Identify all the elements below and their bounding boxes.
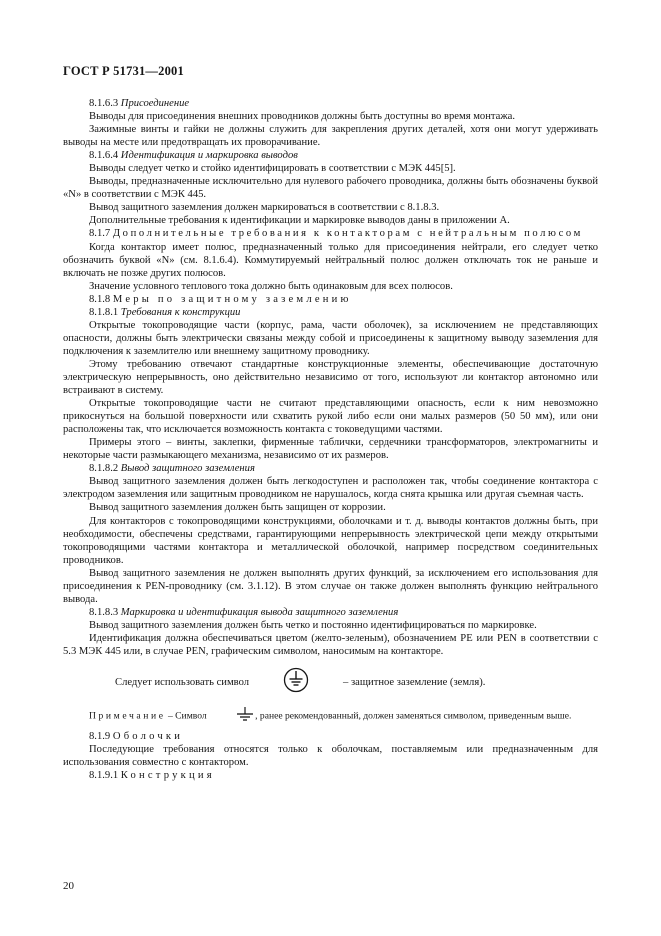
paragraph: Значение условного теплового тока должно быть одинаковым для всех полюсов. — [89, 280, 453, 292]
paragraph: Вывод защитного заземления должен быть четко и постоянно идентифицироваться по маркировке. — [89, 619, 537, 631]
section-8-1-8-1-heading: 8.1.8.1 Требования к конструкции — [89, 306, 241, 318]
paragraph: Этому требованию отвечают стандартные конструкционные элементы, обеспечивающие достаточную электрическую непрерывность, оно действительно независимо от того, используют ли контактор автономно или встраивают в систему. — [63, 358, 598, 397]
paragraph: Вывод защитного заземления должен маркироваться в соответствии с 8.1.8.3. — [89, 202, 440, 214]
paragraph: Примеры этого – винты, заклепки, фирменные таблички, сердечники трансформаторов, электромагниты и некоторые части размыкающего механизма, независимо от их размеров. — [63, 437, 598, 462]
document-header: ГОСТ Р 51731—2001 — [63, 64, 184, 78]
paragraph: Зажимные винты и гайки не должны служить для закрепления других деталей, хотя они могут удерживать выводы на месте или предотвращать их проворачивание. — [63, 124, 598, 149]
paragraph: Вывод защитного заземления не должен выполнять других функций, за исключением его использования для присоединения к PEN-проводнику (см. 3.1.12). В этом случае он также должен выполнять функцию нейтрального вывода. — [63, 567, 598, 605]
earth-icon — [209, 707, 255, 726]
paragraph: Последующие требования относятся только к оболочкам, поставляемым или предназначенным для использования совместно с контактором. — [63, 743, 598, 768]
section-8-1-8-2-heading: 8.1.8.2 Вывод защитного заземления — [89, 463, 255, 475]
paragraph: Дополнительные требования к идентификации и маркировке выводов даны в приложении А. — [89, 215, 510, 227]
section-8-1-9-heading: 8.1.9 Оболочки — [89, 730, 184, 742]
paragraph: Открытые токопроводящие части (корпус, рама, части оболочек), за исключением не представляющих опасности, должны быть электрически связаны между собой и присоединены к защитному выводу заземления для подключения к заземлителю или внешнему защитному проводнику. — [63, 319, 598, 357]
paragraph: Для контакторов с токопроводящими конструкциями, оболочками и т. д. выводы контактов должны быть, при необходимости, обеспечены средствами, гарантирующими непрерывность электрической цепи между открытыми токопроводящими частями контактора и металлической оболочкой, например посредством соединительных проводников. — [63, 515, 598, 566]
protective-earth-symbol-line — [63, 667, 598, 697]
paragraph: Выводы для присоединения внешних проводников должны быть доступны во время монтажа. — [89, 111, 516, 123]
paragraph: Открытые токопроводящие части не считают представляющими опасность, если к ним невозможно прикоснуться на большой поверхности или схватить рукой либо если они малых размеров (50 50 мм), или они расположены так, что исключается возможность контакта с токоведущими частями. — [63, 398, 598, 436]
section-8-1-9-1-heading: 8.1.9.1 Конструкция — [89, 769, 215, 781]
section-8-1-6-3-heading: 8.1.6.3 Присоединение — [89, 98, 190, 109]
paragraph: Выводы следует четко и стойко идентифицировать в соответствии с МЭК 445[5]. — [89, 163, 456, 175]
symbol-text-before: Следует использовать символ — [115, 676, 250, 688]
page-number: 20 — [63, 880, 74, 892]
document-body — [63, 97, 598, 782]
paragraph: Вывод защитного заземления должен быть защищен от коррозии. — [89, 502, 386, 514]
paragraph: Выводы, предназначенные исключительно для нулевого рабочего проводника, должны быть обозначены буквой «N» в соответствии с МЭК 445. — [63, 176, 598, 201]
paragraph: Идентификация должна обеспечиваться цветом (желто-зеленым), обозначением PE или PEN в соответствии с 5.3 МЭК 445 или, в случае PEN, графическим символом, наносимым на контакторе. — [63, 632, 598, 657]
paragraph: Вывод защитного заземления должен быть легкодоступен и расположен так, чтобы соединение контактора с электродом заземления или защитным проводником не нарушалось, когда снята крышка или другая съемная часть. — [63, 476, 598, 501]
section-8-1-8-heading: 8.1.8 Меры по защитному заземлению — [89, 293, 352, 305]
section-8-1-7-heading: 8.1.7 Дополнительные требования к контакторам с нейтральным полюсом — [89, 228, 583, 240]
symbol-text-after: – защитное заземление (земля). — [343, 676, 486, 688]
section-8-1-6-4-heading: 8.1.6.4 Идентификация и маркировка выводов — [89, 150, 298, 162]
protective-earth-icon — [257, 667, 309, 697]
section-8-1-8-3-heading: 8.1.8.3 Маркировка и идентификация вывода защитного заземления — [89, 606, 399, 618]
paragraph: Когда контактор имеет полюс, предназначенный только для присоединения нейтрали, его следует четко обозначить буквой «N» (см. 8.1.6.4). Коммутируемый нейтральный полюс должен отключать ток не раньше и включать не позже других полюсов. — [63, 241, 598, 279]
note: Примечание – Символ , ранее рекомендованный, должен заменяться символом, приведенным выше. — [63, 707, 598, 726]
